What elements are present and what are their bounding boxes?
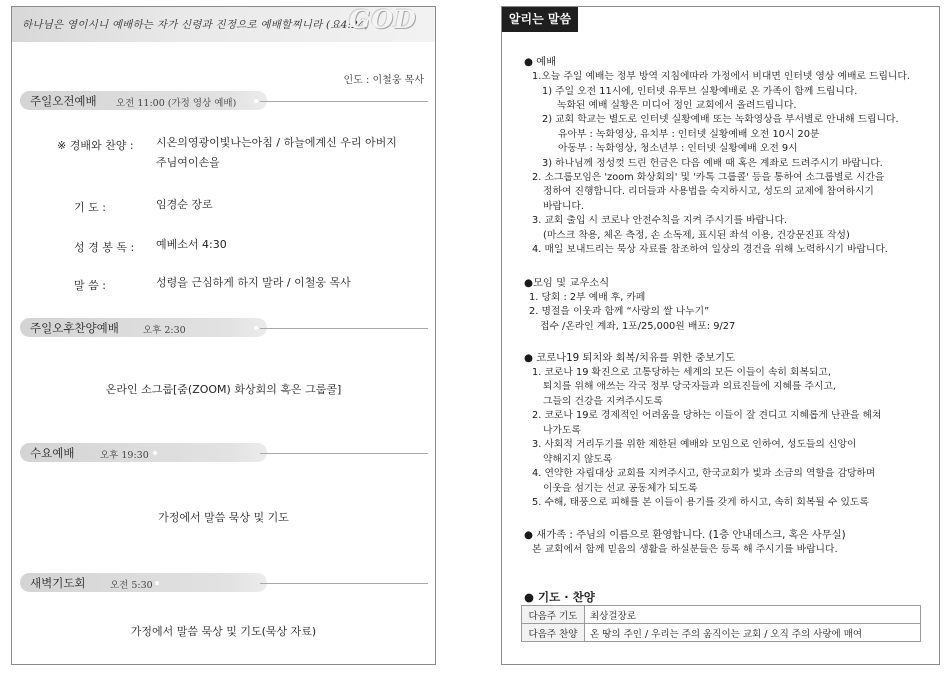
notice-line: 아동부 : 녹화영상, 청소년부 : 인터넷 실황예배 오전 9시: [558, 143, 798, 154]
new-family-heading: ● 새가족 : 주님의 이름으로 환영합니다. (1층 안내데스크, 혹은 사무실): [524, 529, 846, 541]
order-value-sermon: 성령을 근심하게 하지 말라 / 이철웅 목사: [156, 276, 351, 289]
banner-verse: 하나님은 영이시니 예배하는 자가 신령과 진정으로 예배할찌니라 (요4:24): [22, 19, 370, 31]
section-title: 수요예배: [30, 446, 75, 460]
notice-line: 1. 당회 : 2부 예배 후, 카페: [529, 292, 646, 303]
notice-line: 정하여 진행합니다. 리더들과 사용법을 숙지하시고, 성도의 교제에 참여하시기: [543, 186, 874, 197]
notice-line: 2. 소그룹모임은 'zoom 화상회의' 및 '카톡 그룹콜' 등을 통하여 소그룹별로 시간을: [532, 172, 885, 183]
table-key: 다음주 찬양: [522, 624, 585, 642]
prayer-praise-table: [521, 605, 921, 642]
scripture-banner: [12, 7, 435, 42]
section-divider: [260, 583, 428, 584]
section-time: 오전 5:30: [110, 580, 153, 591]
dawn-service-header: [20, 573, 267, 592]
notice-line: 그들의 건강을 지켜주시도록: [543, 396, 663, 407]
afternoon-body: 온라인 소그룹[줌(ZOOM) 화상회의 혹은 그룹콜]: [105, 383, 342, 396]
section-dot: [153, 451, 157, 455]
notice-line: 2. 코로나 19로 경제적인 어려움을 당하는 이들이 잘 견디고 지혜롭게 난관을 헤쳐: [532, 410, 882, 421]
notice-line: 2. 명절을 이웃과 함께 “사랑의 쌀 나누기”: [529, 306, 710, 317]
service-leader: 인도 : 이철웅 목사: [343, 75, 424, 86]
section-divider: [260, 328, 428, 329]
worship-heading: ● 예배: [524, 56, 557, 68]
section-dot: [254, 99, 258, 103]
section-dot: [155, 581, 159, 585]
notice-line: 퇴치를 위해 애쓰는 각국 정부 당국자들과 의료진들에 지혜를 주시고,: [543, 381, 837, 392]
wednesday-service-header: [20, 443, 267, 462]
section-divider: [260, 101, 428, 102]
notice-line: 1. 코로나 19 확진으로 고통당하는 세계의 모든 이들이 속히 회복되고,: [532, 367, 832, 378]
notice-line: 접수 /온라인 계좌, 1포/25,000원 배포: 9/27: [540, 321, 736, 332]
notice-line: 유아부 : 녹화영상, 유치부 : 인터넷 실황예배 오전 10시 20분: [558, 129, 820, 140]
prayer-praise-heading: ● 기도 · 찬양: [524, 590, 595, 604]
notice-line: 5. 수해, 태풍으로 피해를 본 이들이 용기를 갖게 하시고, 속히 회복될 수 있도록: [532, 497, 869, 508]
table-value: 최상걸장로: [585, 606, 921, 624]
section-time: 오전 11:00 (가정 영상 예배): [116, 98, 237, 109]
announcements-tab: 알리는 말씀: [502, 7, 578, 32]
table-row: [522, 606, 921, 624]
order-label-prayer: 기 도 :: [74, 201, 106, 214]
table-key: 다음주 기도: [522, 606, 585, 624]
notice-line: 바랍니다.: [543, 201, 584, 212]
order-label-praise: ※ 경배와 찬양 :: [57, 139, 134, 152]
worship-order-panel: [11, 6, 436, 665]
order-label-reading: 성 경 봉 독 :: [74, 241, 135, 254]
section-title: 주일오전예배: [30, 94, 97, 108]
order-label-sermon: 말 씀 :: [74, 279, 106, 292]
praise-line: 주님여이손을: [156, 156, 220, 169]
notice-line: 3. 사회적 거리두기를 위한 제한된 예배와 모임으로 인하여, 성도들의 신앙이: [532, 439, 857, 450]
meeting-heading: ●모임 및 교우소식: [524, 277, 610, 289]
section-title: 새벽기도회: [30, 576, 86, 590]
praise-line: 시온의영광이빛나는아침 / 하늘에계신 우리 아버지: [156, 136, 397, 149]
notice-line: 4. 연약한 자립대상 교회를 지켜주시고, 한국교회가 빛과 소금의 역할을 감당하며: [532, 468, 876, 479]
dawn-body: 가정에서 말씀 묵상 및 기도(묵상 자료): [130, 625, 317, 638]
section-time: 오후 2:30: [143, 325, 186, 336]
notice-line: (마스크 착용, 체온 측정, 손 소독제, 표시된 좌석 이용, 건강문진표 작성): [543, 230, 850, 241]
table-value: 온 땅의 주인 / 우리는 주의 움직이는 교회 / 오직 주의 사랑에 매여: [585, 624, 921, 642]
notice-line: 3. 교회 출입 시 코로나 안전수칙을 지켜 주시기를 바랍니다.: [532, 215, 788, 226]
section-divider: [260, 453, 428, 454]
notice-line: 나가도록: [543, 425, 581, 436]
notice-line: 1.오늘 주일 예배는 정부 방역 지침에따라 가정에서 비대면 인터넷 영상 예배로 드립니다.: [532, 71, 910, 82]
notice-line: 본 교회에서 함께 믿음의 생활을 하실분들은 등록 해 주시기를 바랍니다.: [532, 544, 838, 555]
morning-service-header: [20, 91, 267, 110]
notice-line: 녹화된 예배 실황은 미디어 정인 교회에서 올려드립니다.: [557, 100, 797, 111]
notice-line: 2) 교회 학교는 별도로 인터넷 실황예배 또는 녹화영상을 부서별로 안내해 드립니다.: [542, 114, 899, 125]
notice-line: 1) 주일 오전 11시에, 인터넷 유투브 실황예배로 온 가족이 함께 드립니다.: [542, 86, 858, 97]
announcements-panel: [501, 6, 940, 665]
order-value-praise: [156, 133, 397, 173]
notice-line: 3) 하나님께 정성껏 드린 헌금은 다음 예배 때 혹은 계좌로 드려주시기 바랍니다.: [542, 158, 883, 169]
notice-line: 4. 매일 보내드리는 묵상 자료를 참조하여 일상의 경건을 위해 노력하시기 바랍니다.: [532, 244, 888, 255]
order-value-prayer: 임경순 장로: [156, 198, 213, 211]
notice-line: 이웃을 섬기는 선교 공동체가 되도록: [543, 483, 698, 494]
wednesday-body: 가정에서 말씀 묵상 및 기도: [158, 511, 289, 524]
god-logo: GOD: [349, 5, 417, 34]
section-time: 오후 19:30: [100, 450, 149, 461]
notice-line: 약해지지 않도록: [543, 454, 613, 465]
afternoon-service-header: [20, 318, 267, 337]
prayer-intercession-heading: ● 코로나19 퇴치와 회복/치유를 위한 중보기도: [524, 352, 736, 364]
section-dot: [254, 326, 258, 330]
section-title: 주일오후찬양예배: [30, 321, 119, 335]
order-value-reading: 예베소서 4:30: [156, 238, 227, 251]
table-row: [522, 624, 921, 642]
